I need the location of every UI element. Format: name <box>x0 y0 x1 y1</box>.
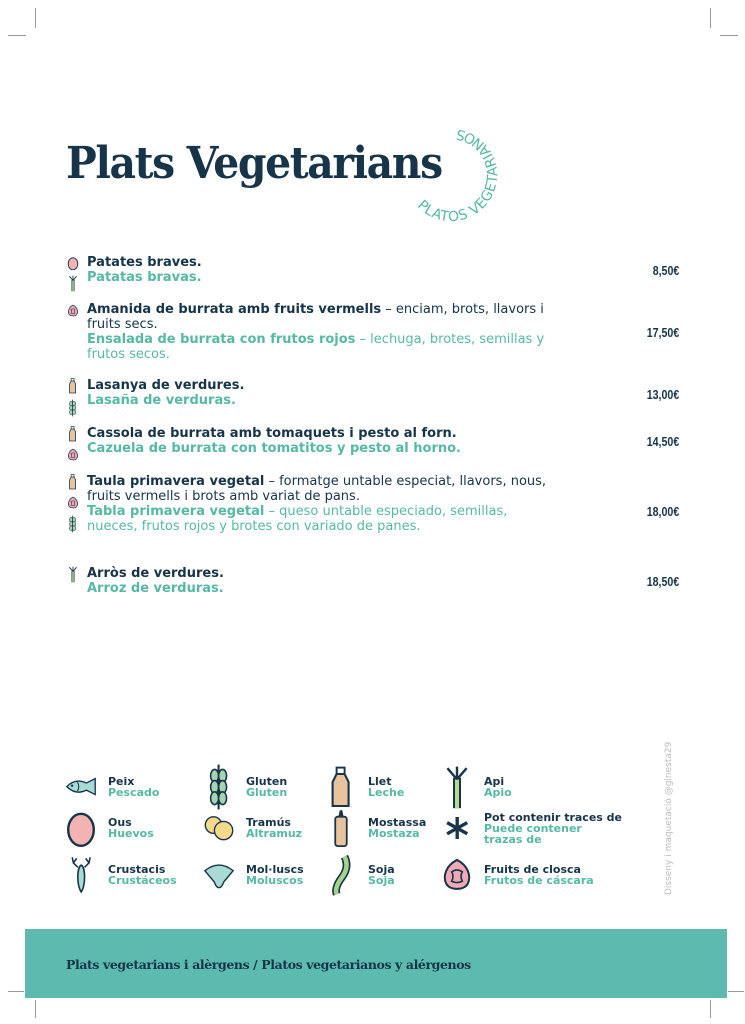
footer-band <box>25 929 727 998</box>
legend-catalan: Gluten <box>246 775 288 788</box>
legend-catalan: Crustacis <box>108 863 166 876</box>
egg-allergen-icon <box>67 255 79 274</box>
legend-spanish: Leche <box>368 786 405 799</box>
legend-item <box>438 808 622 848</box>
allergen-icons <box>66 302 80 321</box>
legend-catalan: Pot contenir traces de <box>484 810 622 824</box>
catalan-name: Arròs de verdures. <box>87 566 224 581</box>
catalan-line <box>87 255 567 270</box>
circular-badge <box>395 118 515 238</box>
asterisk-icon <box>438 808 476 848</box>
nut-icon <box>438 855 476 895</box>
item-price: 8,50€ <box>652 264 679 278</box>
legend-spanish: Apio <box>484 786 512 799</box>
fish-icon <box>62 767 100 807</box>
crop-mark <box>728 991 744 992</box>
spanish-description: – lechuga, brotes, semillas y frutos secos. <box>87 332 545 362</box>
legend-item <box>438 855 594 895</box>
mollusc-icon <box>200 855 238 895</box>
page-title: Plats Vegetarians <box>66 138 442 189</box>
catalan-line <box>87 474 557 504</box>
legend-item <box>62 767 159 807</box>
celery-icon <box>438 767 476 807</box>
legend-catalan: Fruits de closca <box>484 863 581 876</box>
legend-item <box>322 767 404 807</box>
spanish-line <box>87 270 567 285</box>
lupin-icon <box>200 808 238 848</box>
menu-item <box>87 302 547 362</box>
legend-spanish: Mostaza <box>368 827 420 840</box>
legend-catalan: Peix <box>108 775 135 788</box>
legend-spanish: Puede contener trazas de <box>484 821 582 846</box>
menu-item <box>87 474 557 534</box>
crop-mark <box>710 8 711 28</box>
legend-catalan: Api <box>484 775 505 788</box>
legend-spanish: Moluscos <box>246 874 304 887</box>
soy-icon <box>322 855 360 895</box>
legend-catalan: Mol·luscs <box>246 863 304 876</box>
spanish-name: Lasaña de verduras. <box>87 393 236 408</box>
spanish-name: Patatas bravas. <box>87 270 202 285</box>
catalan-description: – enciam, brots, llavors i fruits secs. <box>87 302 544 332</box>
legend-item <box>62 808 154 848</box>
item-price: 14,50€ <box>646 435 679 449</box>
spanish-name: Cazuela de burrata con tomatitos y pesto al horno. <box>87 441 461 456</box>
egg-icon <box>62 808 100 848</box>
gluten-allergen-icon <box>69 515 76 537</box>
gluten-icon <box>200 767 238 807</box>
design-credit: Disseny i maquetació @ginesta29 <box>664 741 674 895</box>
legend-catalan: Llet <box>368 775 392 788</box>
allergen-icons <box>66 566 80 587</box>
legend-item <box>200 855 304 895</box>
milk-icon <box>322 767 360 807</box>
catalan-description: – formatge untable especiat, llavors, nous, fruits vermells i brots amb variat de pans. <box>87 474 547 504</box>
gluten-allergen-icon <box>69 399 76 421</box>
legend-item <box>438 767 512 807</box>
menu-item <box>87 255 567 285</box>
crop-mark <box>8 991 24 992</box>
badge-text: PLATOS VEGETARIANOS <box>414 125 502 226</box>
catalan-name: Cassola de burrata amb tomaquets i pesto al forn. <box>87 426 457 441</box>
item-price: 18,00€ <box>646 505 679 519</box>
celery-allergen-icon <box>67 275 79 296</box>
legend-catalan: Ous <box>108 816 132 829</box>
crop-mark <box>710 1000 711 1018</box>
celery-allergen-icon <box>67 566 79 587</box>
legend-item <box>200 808 302 848</box>
legend-item <box>322 855 395 895</box>
menu-item <box>87 426 567 456</box>
legend-catalan: Tramús <box>246 816 291 829</box>
legend-spanish: Frutos de cáscara <box>484 874 594 887</box>
item-price: 13,00€ <box>646 388 679 402</box>
catalan-line <box>87 566 567 581</box>
legend-item <box>200 767 287 807</box>
legend-item <box>62 855 177 895</box>
nut-allergen-icon <box>67 495 79 514</box>
spanish-line <box>87 332 547 362</box>
spanish-line <box>87 581 567 596</box>
catalan-name: Taula primavera vegetal <box>87 474 265 489</box>
legend-item <box>322 808 426 848</box>
legend-spanish: Soja <box>368 874 395 887</box>
allergen-icons <box>66 378 80 421</box>
menu-item <box>87 378 567 408</box>
catalan-line <box>87 426 567 441</box>
spanish-line <box>87 393 567 408</box>
item-price: 17,50€ <box>646 326 679 340</box>
item-price: 18,50€ <box>646 575 679 589</box>
footer-text: Plats vegetarians i alèrgens / Platos vegetarianos y alérgenos <box>66 957 471 972</box>
spanish-name: Arroz de verduras. <box>87 581 224 596</box>
spanish-name: Tabla primavera vegetal <box>87 504 265 519</box>
crop-mark <box>35 1000 36 1018</box>
crop-mark <box>720 35 738 36</box>
legend-spanish: Pescado <box>108 786 160 799</box>
milk-allergen-icon <box>69 378 76 398</box>
crustacean-icon <box>62 855 100 895</box>
legend-spanish: Altramuz <box>246 827 303 840</box>
milk-allergen-icon <box>69 474 76 494</box>
legend-spanish: Crustáceos <box>108 874 177 887</box>
catalan-line <box>87 378 567 393</box>
svg-text:PLATOS VEGETARIANOS <box>414 125 501 225</box>
legend-catalan: Soja <box>368 863 395 876</box>
legend-spanish: Gluten <box>246 786 288 799</box>
crop-mark <box>35 8 36 28</box>
catalan-name: Patates braves. <box>87 255 202 270</box>
milk-allergen-icon <box>69 426 76 446</box>
catalan-name: Amanida de burrata amb fruits vermells <box>87 302 382 317</box>
allergen-icons <box>66 426 80 466</box>
nut-allergen-icon <box>67 447 79 466</box>
spanish-name: Ensalada de burrata con frutos rojos <box>87 332 356 347</box>
legend-spanish: Huevos <box>108 827 154 840</box>
spanish-line <box>87 441 567 456</box>
allergen-icons <box>66 255 80 296</box>
menu-item <box>87 566 567 596</box>
mustard-icon <box>322 808 360 848</box>
legend-catalan: Mostassa <box>368 816 427 829</box>
catalan-name: Lasanya de verdures. <box>87 378 245 393</box>
spanish-description: – queso untable especiado, semillas, nueces, frutos rojos y brotes con variado de panes. <box>87 504 508 534</box>
spanish-line <box>87 504 517 534</box>
crop-mark <box>8 35 26 36</box>
allergen-icons <box>66 474 80 537</box>
nut-allergen-icon <box>67 302 79 321</box>
catalan-line <box>87 302 547 332</box>
